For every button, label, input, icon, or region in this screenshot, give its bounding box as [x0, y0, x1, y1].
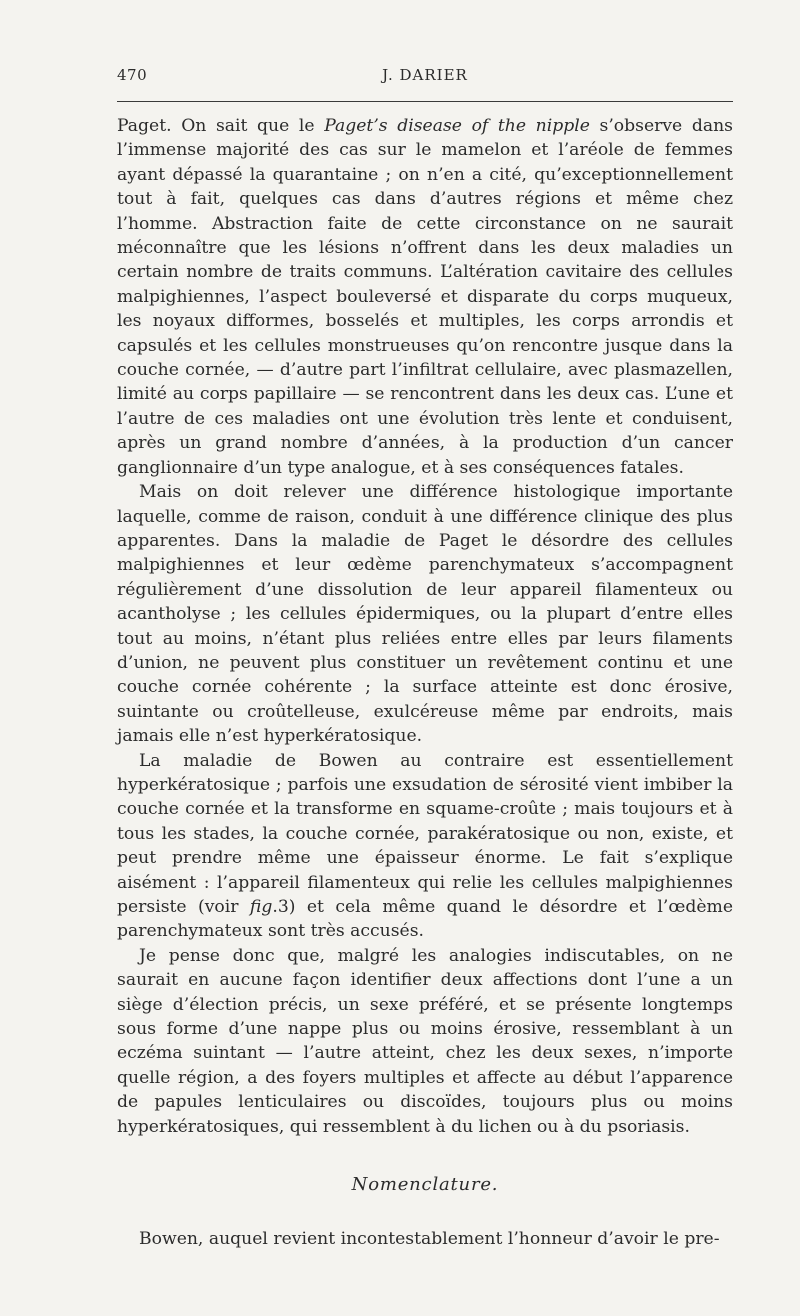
paragraph-1 [117, 114, 733, 480]
page-number: 470 [117, 66, 148, 84]
paragraph-1-text-a: Paget. On sait que le [117, 116, 325, 136]
paragraph-3-text-b: .3) et cela même quand le désordre et l’œdème parenchymateux sont très accusés. [117, 897, 733, 942]
paragraph-1-text-b: s’observe dans l’immense majorité des cas sur le mamelon et l’aréole de femmes ayant dépassé la quarantaine ; on n’en a cité, qu’exceptionnellement tout à fait, quelques cas dans d’autres régions et même chez l’homme. Abstraction faite de cette circonstance on ne saurait méconnaître que les lésions n’offrent dans les deux maladies un certain nombre de traits communs. L’altération cavitaire des cellules malpighiennes, l’aspect bouleversé et disparate du corps muqueux, les noyaux difformes, bosselés et multiples, les corps arrondis et capsulés et les cellules monstrueuses qu’on rencontre jusque dans la couche cornée, — d’autre part l’infiltrat cellulaire, avec plasmazellen, limité au corps papillaire — se rencontrent dans les deux cas. L’une et l’autre de ces maladies ont une évolution très lente et conduisent, après un grand nombre d’années, à la production d’un cancer ganglionnaire d’un type analogue, et à ses conséquences fatales. [117, 116, 733, 478]
running-head: J. DARIER [382, 66, 468, 84]
section-heading: Nomenclature. [351, 1174, 499, 1196]
paragraph-5: Bowen, auquel revient incontestablement l’honneur d’avoir le pre- [139, 1229, 720, 1250]
paragraph-3 [117, 749, 733, 944]
paragraph-3-italic-fig: fig [249, 897, 273, 917]
paragraph-3-text-a: La maladie de Bowen au contraire est essentiellement hyperkératosique ; parfois une exsudation de sérosité vient imbiber la couche cornée et la transforme en squame-croûte ; mais toujours et à tous les stades, la couche cornée, parakératosique ou non, existe, et peut prendre même une épaisseur énorme. Le fait s’explique aisément : l’appareil filamenteux qui relie les cellules malpighiennes persiste (voir [117, 750, 733, 917]
page-header [117, 66, 733, 90]
paragraph-2: Mais on doit relever une différence histologique importante laquelle, comme de raison, conduit à une différence clinique des plus apparentes. Dans la maladie de Paget le désordre des cellules malpighiennes et leur œdème parenchymateux s’accompagnent régulièrement d’une dissolution de leur appareil filamenteux ou acantholyse ; les cellules épidermiques, ou la plupart d’entre elles tout au moins, n’étant plus reliées entre elles par leurs filaments d’union, ne peuvent plus constituer un revêtement continu et une couche cornée cohérente ; la surface atteinte est donc érosive, suintante ou croûtelleuse, exulcéreuse même par endroits, mais jamais elle n’est hyperkératosique. [117, 482, 733, 747]
header-rule [117, 101, 733, 102]
body-text [117, 114, 733, 1252]
paragraph-4: Je pense donc que, malgré les analogies indiscutables, on ne saurait en aucune façon identifier deux affections dont l’une a un siège d’élection précis, un sexe préféré, et se présente longtemps sous forme d’une nappe plus ou moins érosive, ressemblant à un eczéma suintant — l’autre atteint, chez les deux sexes, n’importe quelle région, a des foyers multiples et affecte au début l’apparence de papules lenticulaires ou discoïdes, toujours plus ou moins hyperkératosiques, qui ressemblent à du lichen ou à du psoriasis. [117, 945, 733, 1137]
paragraph-1-italic-title: Paget’s disease of the nipple [324, 116, 590, 136]
